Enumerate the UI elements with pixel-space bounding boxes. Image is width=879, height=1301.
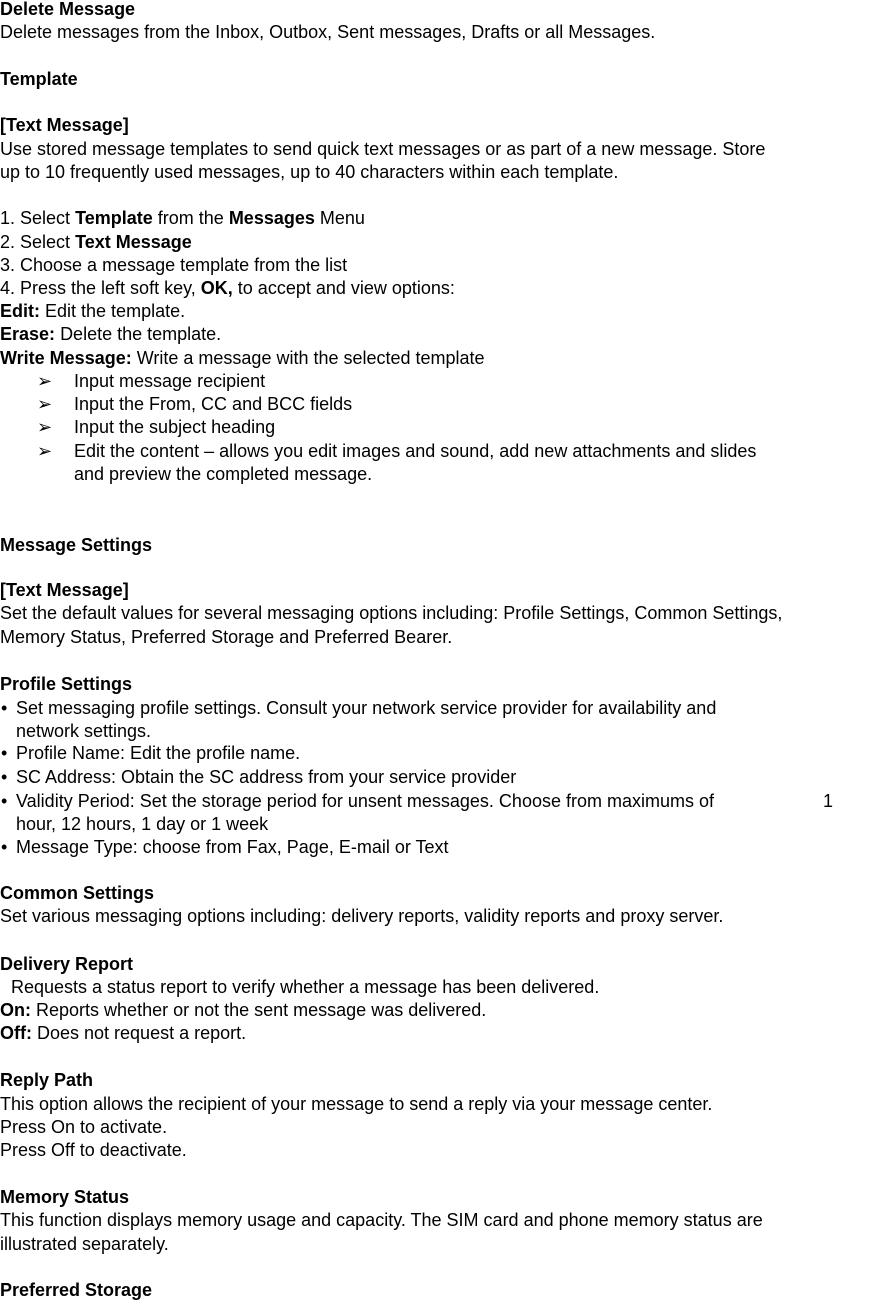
template-heading: Template: [0, 69, 78, 89]
profile-settings-item-continuation: hour, 12 hours, 1 day or 1 week: [16, 814, 269, 834]
arrow-bullet-icon: ➢: [37, 394, 53, 414]
delivery-report-on: On: Reports whether or not the sent message was delivered.: [0, 1000, 487, 1020]
template-step-4: 4. Press the left soft key, OK, to accept and view options:: [0, 278, 455, 298]
template-intro-line2: up to 10 frequently used messages, up to 40 characters within each template.: [0, 162, 619, 182]
profile-settings-item: • SC Address: Obtain the SC address from your service provider: [1, 767, 517, 787]
template-subitem: ➢ Input the From, CC and BCC fields: [37, 394, 353, 414]
bullet-icon: •: [1, 698, 8, 718]
template-subitem: ➢ Edit the content – allows you edit images and sound, add new attachments and slides: [37, 441, 757, 461]
message-settings-intro-line1: Set the default values for several messaging options including: Profile Settings, Common Settings,: [0, 603, 783, 623]
profile-settings-heading: Profile Settings: [0, 674, 133, 694]
common-settings-heading: Common Settings: [0, 883, 155, 903]
bullet-icon: •: [1, 743, 8, 763]
template-option-edit: Edit: Edit the template.: [0, 301, 186, 321]
profile-settings-item: • Set messaging profile settings. Consult your network service provider for availability and: [1, 698, 717, 718]
bullet-icon: •: [1, 837, 8, 857]
bullet-icon: •: [1, 767, 8, 787]
message-settings-heading: Message Settings: [0, 535, 153, 555]
reply-path-heading: Reply Path: [0, 1070, 94, 1090]
template-step-2: 2. Select Text Message: [0, 232, 192, 252]
delivery-report-off: Off: Does not request a report.: [0, 1023, 247, 1043]
delivery-report-heading: Delivery Report: [0, 954, 134, 974]
message-settings-intro-line2: Memory Status, Preferred Storage and Preferred Bearer.: [0, 627, 453, 647]
arrow-bullet-icon: ➢: [37, 417, 53, 437]
profile-settings-item-continuation: network settings.: [16, 721, 152, 741]
template-subitem: ➢ Input message recipient: [37, 371, 266, 391]
delivery-report-text: Requests a status report to verify whether a message has been delivered.: [11, 977, 600, 997]
reply-path-line2: Press On to activate.: [0, 1117, 168, 1137]
template-subitem-continuation: and preview the completed message.: [74, 464, 373, 484]
preferred-storage-heading: Preferred Storage: [0, 1280, 153, 1300]
reply-path-line1: This option allows the recipient of your message to send a reply via your message center.: [0, 1094, 713, 1114]
memory-status-line2: illustrated separately.: [0, 1234, 169, 1254]
template-subitem: ➢ Input the subject heading: [37, 417, 276, 437]
common-settings-text: Set various messaging options including: delivery reports, validity reports and proxy server.: [0, 906, 724, 926]
memory-status-heading: Memory Status: [0, 1187, 130, 1207]
template-step-3: 3. Choose a message template from the list: [0, 255, 348, 275]
memory-status-line1: This function displays memory usage and capacity. The SIM card and phone memory status are: [0, 1210, 763, 1230]
profile-settings-item: • Profile Name: Edit the profile name.: [1, 743, 301, 763]
reply-path-line3: Press Off to deactivate.: [0, 1140, 187, 1160]
arrow-bullet-icon: ➢: [37, 441, 53, 461]
template-option-write: Write Message: Write a message with the selected template: [0, 348, 485, 368]
template-step-1: 1. Select Template from the Messages Menu: [0, 208, 365, 228]
message-settings-subheading: [Text Message]: [0, 580, 129, 600]
delete-message-text: Delete messages from the Inbox, Outbox, Sent messages, Drafts or all Messages.: [0, 22, 656, 42]
template-subheading: [Text Message]: [0, 115, 129, 135]
bullet-icon: •: [1, 791, 8, 811]
profile-settings-item: • Message Type: choose from Fax, Page, E-mail or Text: [1, 837, 449, 857]
profile-settings-item: • Validity Period: Set the storage period for unsent messages. Choose from maximums of 1: [1, 791, 834, 811]
template-option-erase: Erase: Delete the template.: [0, 324, 222, 344]
template-intro-line1: Use stored message templates to send quick text messages or as part of a new message. Store: [0, 139, 766, 159]
delete-message-heading: Delete Message: [0, 0, 136, 19]
arrow-bullet-icon: ➢: [37, 371, 53, 391]
